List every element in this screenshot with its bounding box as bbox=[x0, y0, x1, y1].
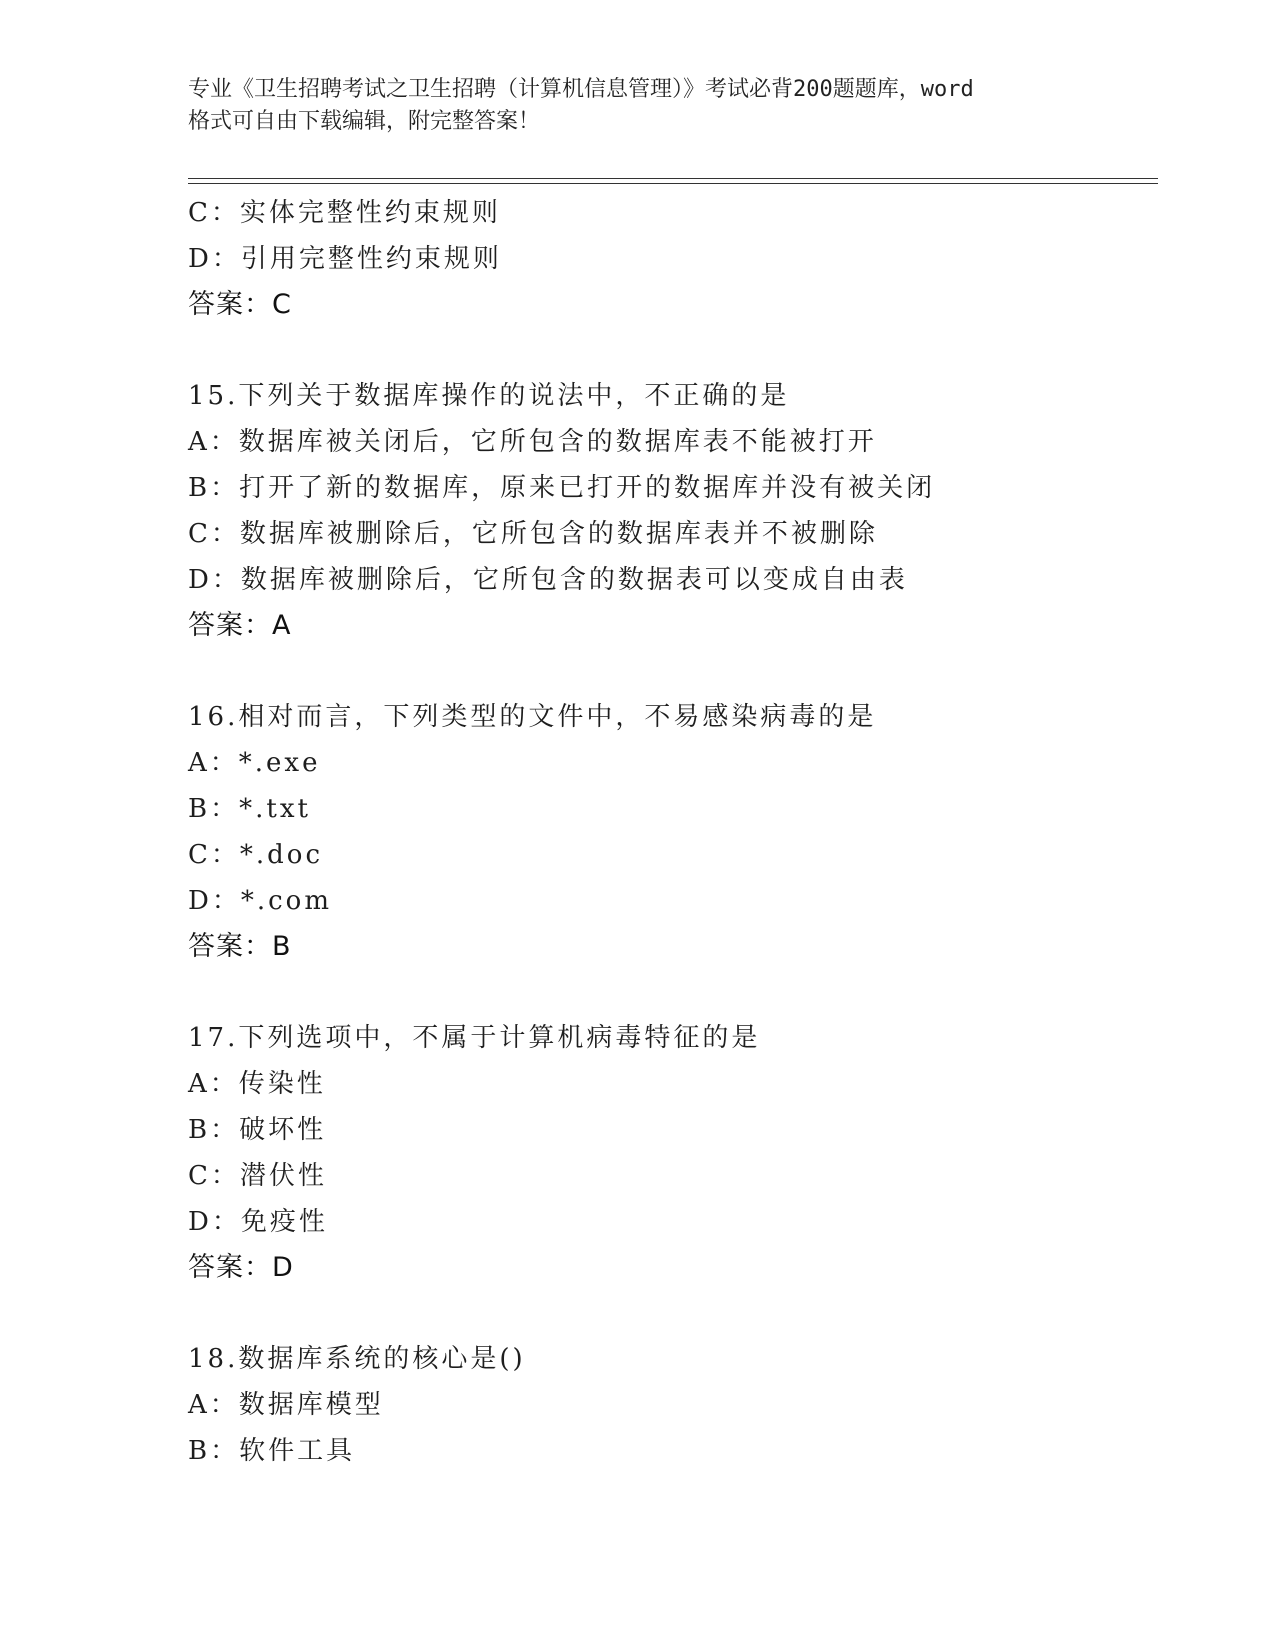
header-divider-bottom bbox=[188, 183, 1158, 184]
option-c: C：实体完整性约束规则 bbox=[188, 198, 501, 228]
question-14-continued bbox=[188, 190, 1158, 328]
option-a: A：传染性 bbox=[188, 1069, 326, 1099]
answer-line: 答案：D bbox=[188, 1252, 294, 1283]
option-a: A：*.exe bbox=[188, 748, 321, 778]
document-header bbox=[188, 74, 1088, 138]
option-b: B：打开了新的数据库，原来已打开的数据库并没有被关闭 bbox=[188, 473, 936, 503]
question-16 bbox=[188, 694, 1158, 970]
answer-line: 答案：B bbox=[188, 931, 292, 962]
question-stem: 16.相对而言，下列类型的文件中，不易感染病毒的是 bbox=[188, 702, 877, 732]
question-15 bbox=[188, 373, 1158, 649]
header-line-1: 专业《卫生招聘考试之卫生招聘（计算机信息管理）》考试必背200题题库，word bbox=[188, 77, 974, 102]
option-a: A：数据库被关闭后，它所包含的数据库表不能被打开 bbox=[188, 427, 877, 457]
header-line-2: 格式可自由下载编辑，附完整答案！ bbox=[188, 109, 541, 134]
question-stem: 15.下列关于数据库操作的说法中，不正确的是 bbox=[188, 381, 790, 411]
option-b: B：破坏性 bbox=[188, 1115, 327, 1145]
answer-line: 答案：A bbox=[188, 610, 292, 641]
spacer bbox=[188, 649, 1158, 694]
question-18 bbox=[188, 1336, 1158, 1474]
option-d: D：免疫性 bbox=[188, 1207, 328, 1237]
option-d: D：*.com bbox=[188, 886, 332, 916]
answer-line: 答案：C bbox=[188, 289, 292, 320]
question-17 bbox=[188, 1015, 1158, 1291]
question-stem: 18.数据库系统的核心是() bbox=[188, 1344, 526, 1374]
option-a: A：数据库模型 bbox=[188, 1390, 384, 1420]
option-d: D：引用完整性约束规则 bbox=[188, 244, 502, 274]
header-divider-top bbox=[188, 178, 1158, 179]
option-b: B：软件工具 bbox=[188, 1436, 356, 1466]
option-c: C：*.doc bbox=[188, 840, 324, 870]
spacer bbox=[188, 328, 1158, 373]
option-d: D：数据库被删除后，它所包含的数据表可以变成自由表 bbox=[188, 565, 908, 595]
spacer bbox=[188, 970, 1158, 1015]
option-c: C：数据库被删除后，它所包含的数据库表并不被删除 bbox=[188, 519, 878, 549]
spacer bbox=[188, 1291, 1158, 1336]
option-b: B：*.txt bbox=[188, 794, 311, 824]
option-c: C：潜伏性 bbox=[188, 1161, 327, 1191]
question-list bbox=[188, 190, 1158, 1474]
question-stem: 17.下列选项中，不属于计算机病毒特征的是 bbox=[188, 1023, 761, 1053]
